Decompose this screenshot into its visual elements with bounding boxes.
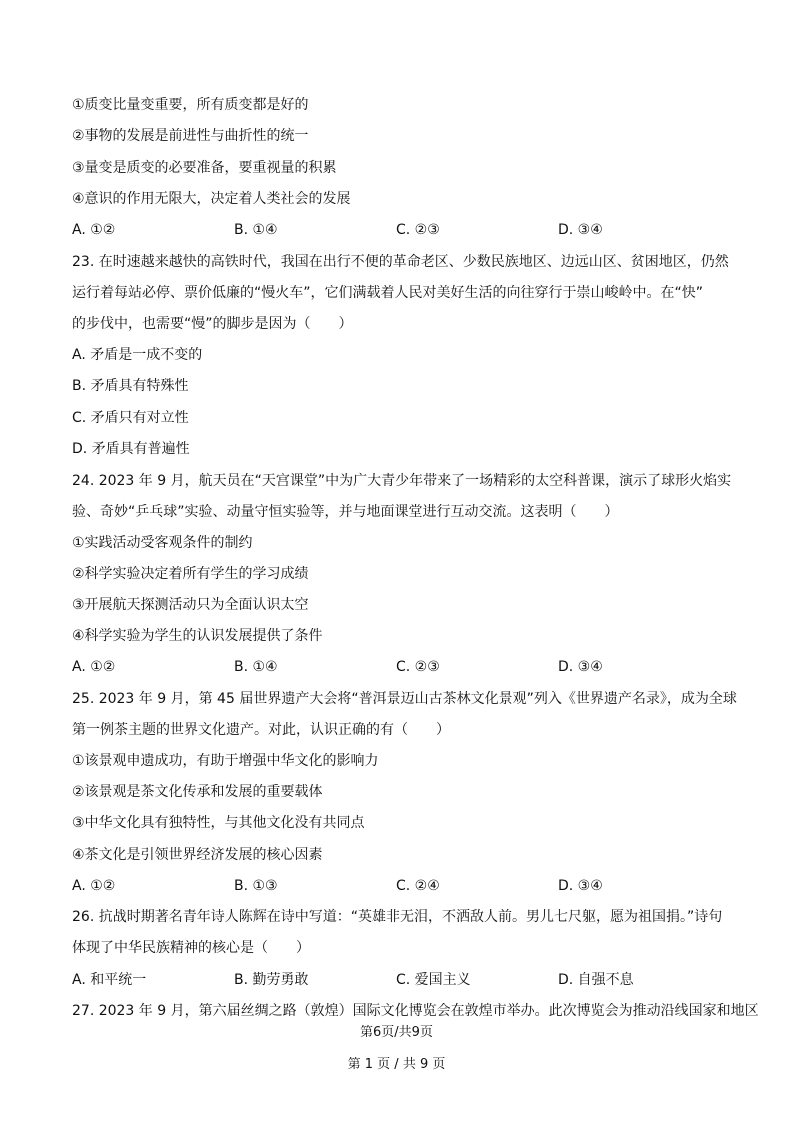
statement-1: ①质变比量变重要，所有质变都是好的	[72, 97, 309, 113]
option-b: B. ①④	[234, 659, 278, 675]
statement-3: ③中华文化具有独特性，与其他文化没有共同点	[72, 815, 365, 831]
options-row-q24	[72, 657, 724, 677]
statement-2: ②事物的发展是前进性与曲折性的统一	[72, 128, 309, 144]
question-25-text: 25. 2023 年 9 月，第 45 届世界遗产大会将“普洱景迈山古茶林文化景观”列入《世界遗产名录》，成为全球	[72, 691, 737, 707]
option-d: D. ③④	[558, 659, 603, 675]
option-c: C. 爱国主义	[396, 972, 471, 988]
option-b: B. ①④	[234, 222, 278, 238]
question-26-text: 体现了中华民族精神的核心是（ ）	[72, 940, 310, 956]
options-row-q26	[72, 970, 724, 990]
statement-1: ①实践活动受客观条件的制约	[72, 535, 253, 551]
option-a: A. ①②	[72, 659, 116, 675]
statement-3: ③开展航天探测活动只为全面认识太空	[72, 597, 309, 613]
options-row-q22	[72, 220, 724, 240]
statement-4: ④茶文化是引领世界经济发展的核心因素	[72, 847, 323, 863]
statement-2: ②科学实验决定着所有学生的学习成绩	[72, 566, 309, 582]
option-a: A. ①②	[72, 878, 116, 894]
question-23-text: 的步伐中，也需要“慢”的脚步是因为（ ）	[72, 316, 353, 332]
option-a: A. 和平统一	[72, 972, 147, 988]
option-b: B. 矛盾具有特殊性	[72, 378, 189, 394]
inner-page-number: 第6页/共9页	[360, 1025, 433, 1040]
statement-1: ①该景观申遗成功，有助于增强中华文化的影响力	[72, 753, 379, 769]
option-d: D. 矛盾具有普遍性	[72, 441, 190, 457]
question-25-text: 第一例茶主题的世界文化遗产。对此，认识正确的有（ ）	[72, 722, 450, 738]
option-c: C. ②③	[396, 659, 440, 675]
question-27-text: 27. 2023 年 9 月，第六届丝绸之路（敦煌）国际文化博览会在敦煌市举办。此次博览会为推动沿线国家和地区	[72, 1003, 759, 1019]
question-26-text: 26. 抗战时期著名青年诗人陈辉在诗中写道：“英雄非无泪，不洒敌人前。男儿七尺躯，愿为祖国捐。”诗句	[72, 909, 723, 925]
option-a: A. ①②	[72, 222, 116, 238]
question-23-text: 运行着每站必停、票价低廉的“慢火车”，它们满载着人民对美好生活的向往穿行于崇山峻岭中。在“快”	[72, 285, 704, 301]
statement-3: ③量变是质变的必要准备，要重视量的积累	[72, 160, 337, 176]
option-a: A. 矛盾是一成不变的	[72, 347, 203, 363]
option-c: C. 矛盾只有对立性	[72, 410, 189, 426]
option-b: B. ①③	[234, 878, 278, 894]
option-d: D. ③④	[558, 878, 603, 894]
question-24-text: 24. 2023 年 9 月，航天员在“天宫课堂”中为广大青少年带来了一场精彩的太空科普课，演示了球形火焰实	[72, 473, 732, 489]
page-footer: 第 1 页 / 共 9 页	[347, 1057, 446, 1072]
option-d: D. 自强不息	[558, 972, 634, 988]
option-c: C. ②③	[396, 222, 440, 238]
option-b: B. 勤劳勇敢	[234, 972, 309, 988]
statement-4: ④意识的作用无限大，决定着人类社会的发展	[72, 191, 351, 207]
options-row-q25	[72, 876, 724, 896]
option-d: D. ③④	[558, 222, 603, 238]
question-23-text: 23. 在时速越来越快的高铁时代，我国在出行不便的革命老区、少数民族地区、边远山区、贫困地区，仍然	[72, 254, 729, 270]
statement-2: ②该景观是茶文化传承和发展的重要载体	[72, 784, 323, 800]
option-c: C. ②④	[396, 878, 440, 894]
statement-4: ④科学实验为学生的认识发展提供了条件	[72, 628, 323, 644]
question-24-text: 验、奇妙“乒乓球”实验、动量守恒实验等，并与地面课堂进行互动交流。这表明（ ）	[72, 504, 619, 520]
